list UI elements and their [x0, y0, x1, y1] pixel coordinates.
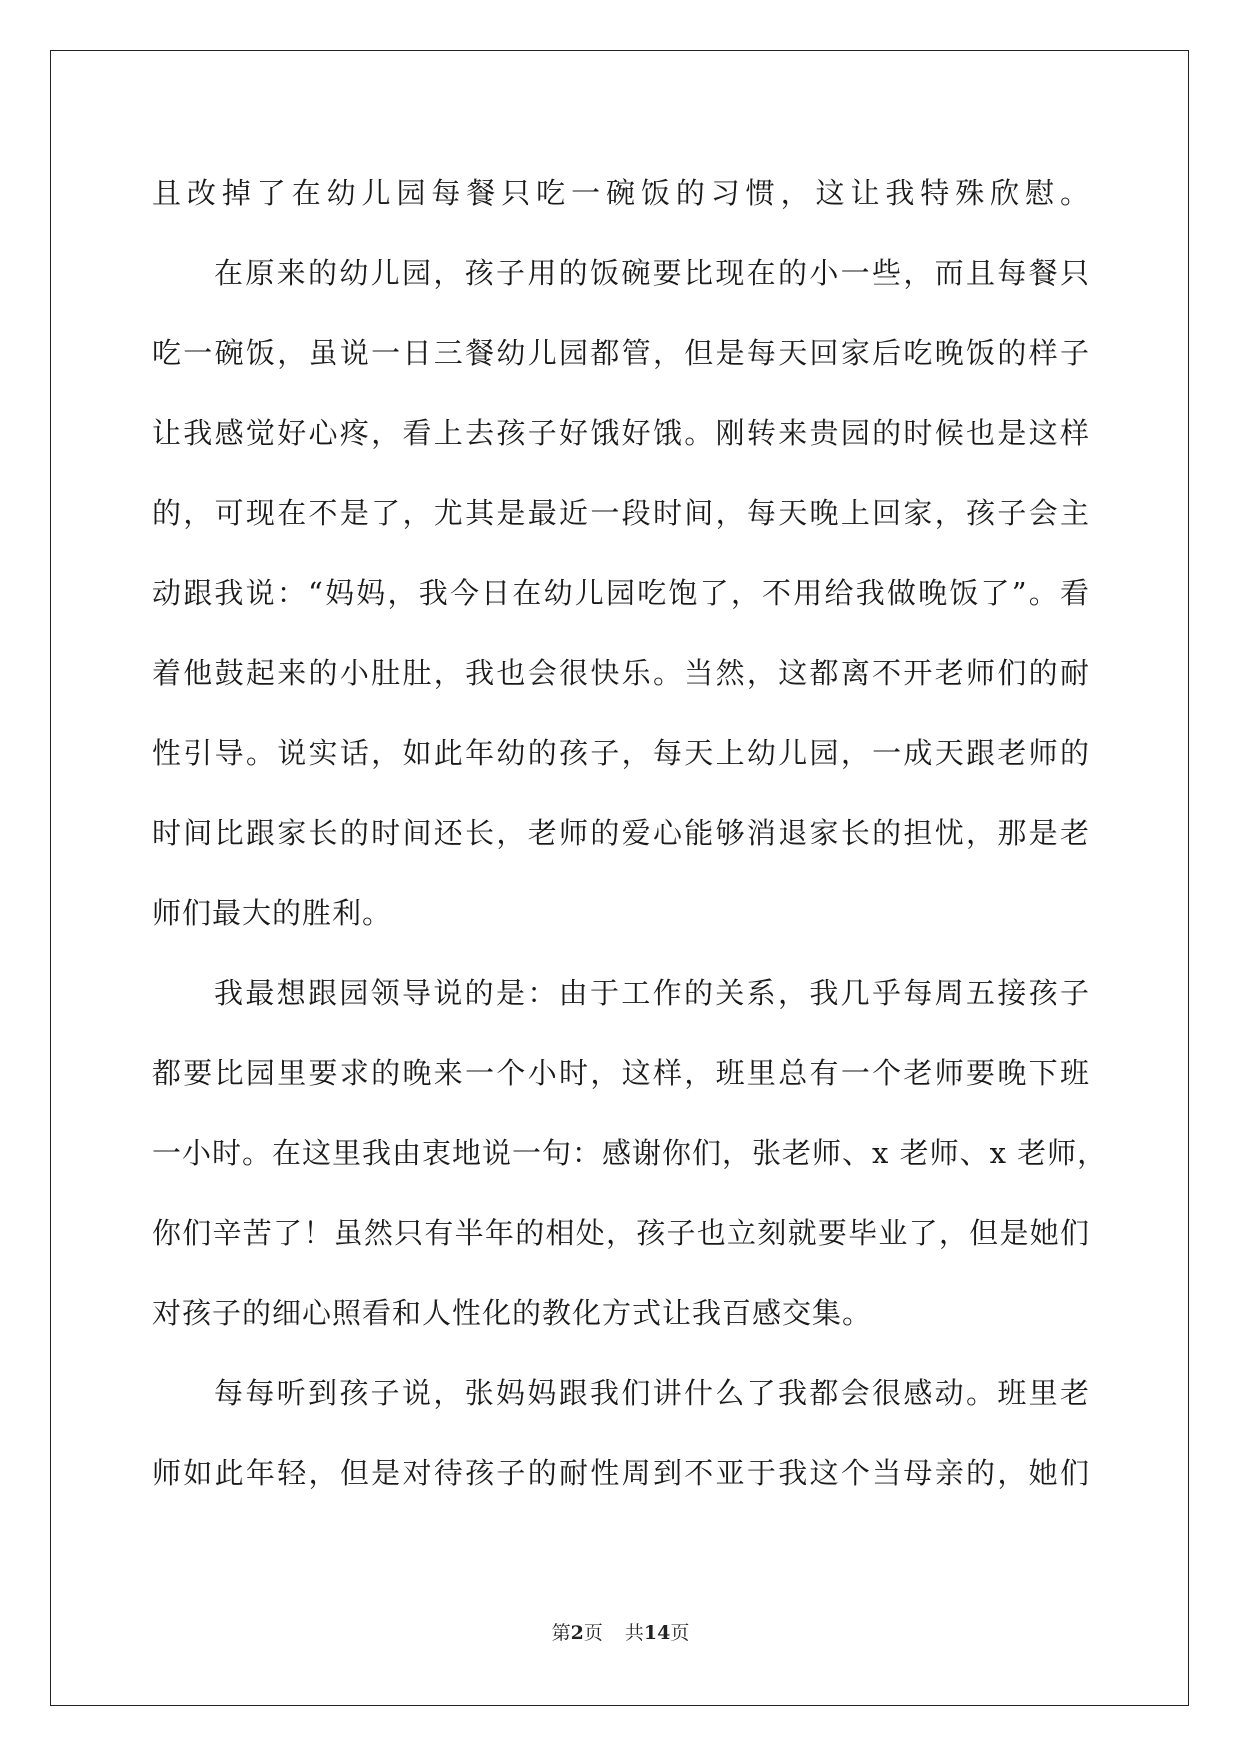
text-line: 每每听到孩子说，张妈妈跟我们讲什么了我都会很感动。班里老 [214, 1376, 1090, 1410]
text-line: 我最想跟园领导说的是：由于工作的关系，我几乎每周五接孩子 [214, 976, 1090, 1010]
text-line: 时间比跟家长的时间还长，老师的爱心能够消退家长的担忧，那是老 [152, 816, 1090, 850]
text-line: 着他鼓起来的小肚肚，我也会很快乐。当然，这都离不开老师们的耐 [152, 656, 1090, 690]
page-total-prefix: 共 [624, 1622, 644, 1644]
text-line: 且改掉了在幼儿园每餐只吃一碗饭的习惯，这让我特殊欣慰。 [152, 176, 1090, 210]
document-body [152, 153, 1108, 1513]
text-line: 师如此年轻，但是对待孩子的耐性周到不亚于我这个当母亲的，她们 [152, 1456, 1090, 1490]
text-line: 让我感觉好心疼，看上去孩子好饿好饿。刚转来贵园的时候也是这样 [152, 416, 1090, 450]
page-total-suffix: 页 [670, 1622, 690, 1644]
text-line: 都要比园里要求的晚来一个小时，这样，班里总有一个老师要晚下班 [152, 1056, 1090, 1090]
text-line: 对孩子的细心照看和人性化的教化方式让我百感交集。 [152, 1296, 873, 1330]
text-line: 一小时。在这里我由衷地说一句：感谢你们，张老师、x 老师、x 老师， [152, 1136, 1108, 1170]
page-number-prefix: 第 [551, 1622, 571, 1644]
page-footer [0, 1618, 1241, 1645]
page-number-total: 14 [643, 1622, 671, 1644]
text-line: 性引导。说实话，如此年幼的孩子，每天上幼儿园，一成天跟老师的 [152, 736, 1090, 770]
text-line: 你们辛苦了！虽然只有半年的相处，孩子也立刻就要毕业了，但是她们 [152, 1216, 1090, 1250]
text-line: 动跟我说：“妈妈，我今日在幼儿园吃饱了，不用给我做晚饭了”。看 [152, 576, 1090, 610]
page-number-current: 2 [570, 1622, 584, 1644]
page-number-suffix: 页 [583, 1622, 603, 1644]
text-line: 吃一碗饭，虽说一日三餐幼儿园都管，但是每天回家后吃晚饭的样子 [152, 336, 1090, 370]
text-line: 师们最大的胜利。 [152, 896, 393, 930]
text-line: 的，可现在不是了，尤其是最近一段时间，每天晚上回家，孩子会主 [152, 496, 1090, 530]
text-line: 在原来的幼儿园，孩子用的饭碗要比现在的小一些，而且每餐只 [214, 256, 1090, 290]
